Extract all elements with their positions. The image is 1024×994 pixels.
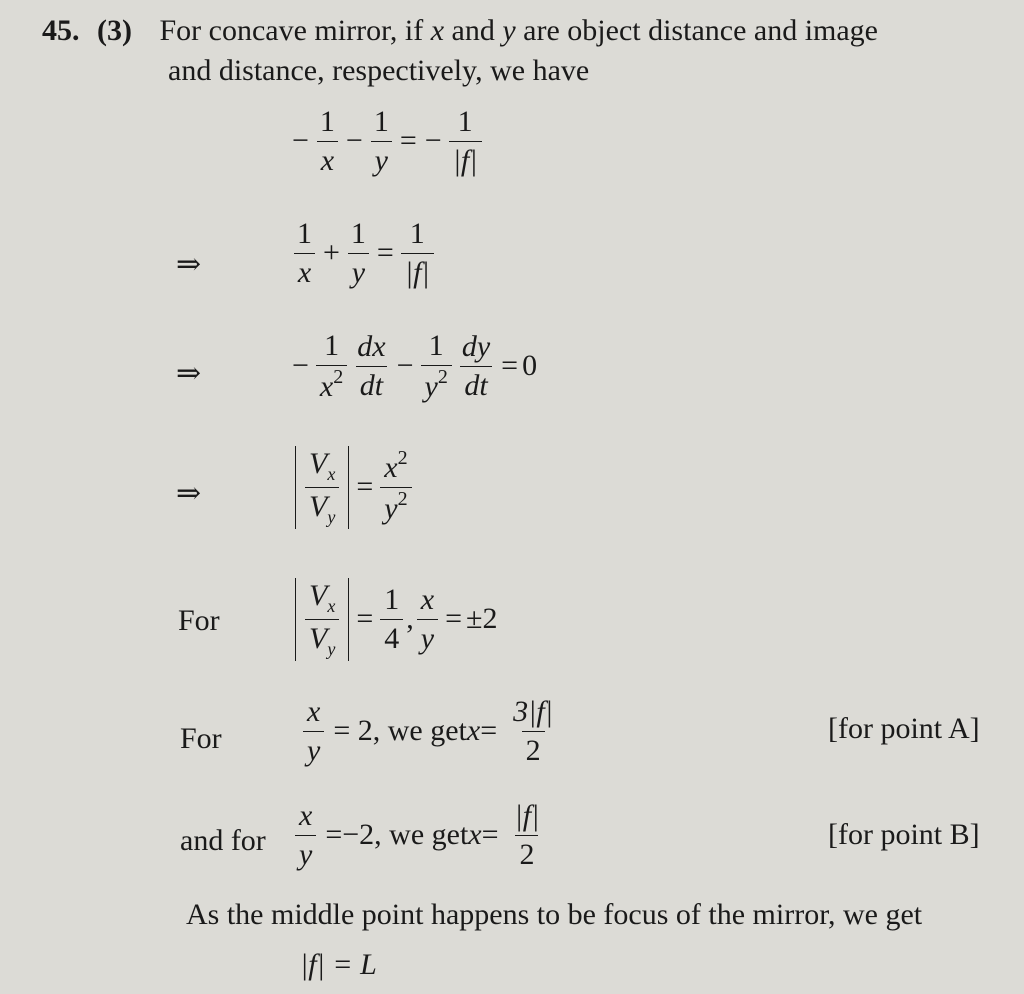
equation-point-b [292, 800, 546, 870]
fraction-1-over-y-squared: $\frac{1}{y^2}$ [421, 330, 452, 402]
minus-sign: − [396, 349, 414, 382]
comma: , [406, 602, 414, 636]
problem-number: 45. [42, 14, 80, 47]
fraction-1-over-y: $\frac{1}{y}$ [347, 218, 370, 288]
note-point-a: [for point A] [828, 712, 980, 745]
equals-text: = [481, 818, 499, 851]
minus-sign: − [345, 124, 363, 157]
abs-velocity-ratio [295, 578, 349, 661]
for-label-2: For [180, 722, 222, 755]
fraction-1-over-4: $\frac{1}{4}$ [380, 584, 403, 654]
equation-derivative [288, 330, 537, 402]
plus-sign: + [323, 236, 340, 269]
fraction-x-over-y: $\frac{x}{y}$ [417, 584, 438, 654]
minus-sign: − [292, 124, 309, 157]
fraction-x-over-y: $\frac{x}{y}$ [303, 696, 324, 766]
intro-text-b: and [444, 14, 503, 47]
var-x: x [468, 818, 482, 851]
equals-text: = [480, 714, 498, 747]
minus-sign: − [292, 349, 309, 382]
fraction-1-over-f: $\frac{1}{|f|}$ [401, 218, 434, 288]
point-b-text: =−2, we get [325, 818, 469, 851]
implies-arrow: ⇒ [176, 477, 202, 510]
point-a-text: = 2, we get [333, 714, 467, 747]
plus-minus-two: ±2 [466, 602, 498, 636]
var-x: x [466, 714, 481, 747]
intro-line-2: and distance, respectively, we have [168, 54, 590, 87]
zero: 0 [522, 349, 538, 382]
fraction-x2-y2: $\frac{x^2}{y^2}$ [380, 450, 411, 524]
implies-arrow: ⇒ [176, 248, 202, 281]
fraction-dy-dt: $\frac{dy}{dt}$ [461, 330, 491, 402]
fraction-1-over-f: $\frac{1}{|f|}$ [449, 106, 482, 176]
implies-arrow: ⇒ [176, 357, 202, 390]
equation-velocity-ratio [292, 446, 415, 529]
equals-sign: = [376, 236, 394, 269]
equals-sign: = [445, 602, 462, 636]
conclusion-result: |f| = L [300, 948, 377, 981]
fraction-1-over-x: $\frac{1}{x}$ [293, 218, 316, 288]
equation-mirror [290, 218, 437, 288]
and-for-label: and for [180, 824, 266, 857]
problem-header [42, 14, 878, 48]
fraction-vx-vy: $\frac{V_x}{V_y}$ [305, 448, 339, 527]
equals-sign: = [399, 124, 417, 157]
intro-text-c: are object distance and image [515, 14, 879, 47]
equals-sign: = [356, 602, 374, 636]
answer-option: (3) [97, 14, 132, 47]
note-point-b: [for point B] [828, 818, 980, 851]
minus-sign: − [424, 124, 442, 157]
intro-text-a: For concave mirror, if [159, 14, 431, 47]
fraction-1-over-x-squared: $\frac{1}{x^2}$ [316, 330, 347, 402]
fraction-3f-over-2: $\frac{3|f|}{2}$ [513, 695, 553, 767]
for-label-1: For [178, 604, 220, 637]
fraction-1-over-x: $\frac{1}{x}$ [316, 106, 339, 176]
conclusion-text: As the middle point happens to be focus of the mirror, we get [186, 898, 923, 931]
intro-var-x: x [430, 14, 445, 47]
fraction-f-over-2: $\frac{|f|}{2}$ [514, 799, 540, 871]
equation-point-a [300, 696, 560, 766]
equals-sign: = [356, 470, 374, 504]
equation-mirror-signed [288, 106, 485, 176]
intro-var-y: y [502, 14, 516, 47]
abs-velocity-ratio [295, 446, 349, 529]
equation-ratio-quarter [292, 578, 497, 661]
fraction-x-over-y: $\frac{x}{y}$ [295, 800, 316, 870]
equals-sign: = [501, 349, 519, 382]
fraction-vx-vy: $\frac{V_x}{V_y}$ [305, 580, 339, 659]
fraction-1-over-y: $\frac{1}{y}$ [370, 106, 393, 176]
fraction-dx-dt: $\frac{dx}{dt}$ [357, 330, 386, 402]
